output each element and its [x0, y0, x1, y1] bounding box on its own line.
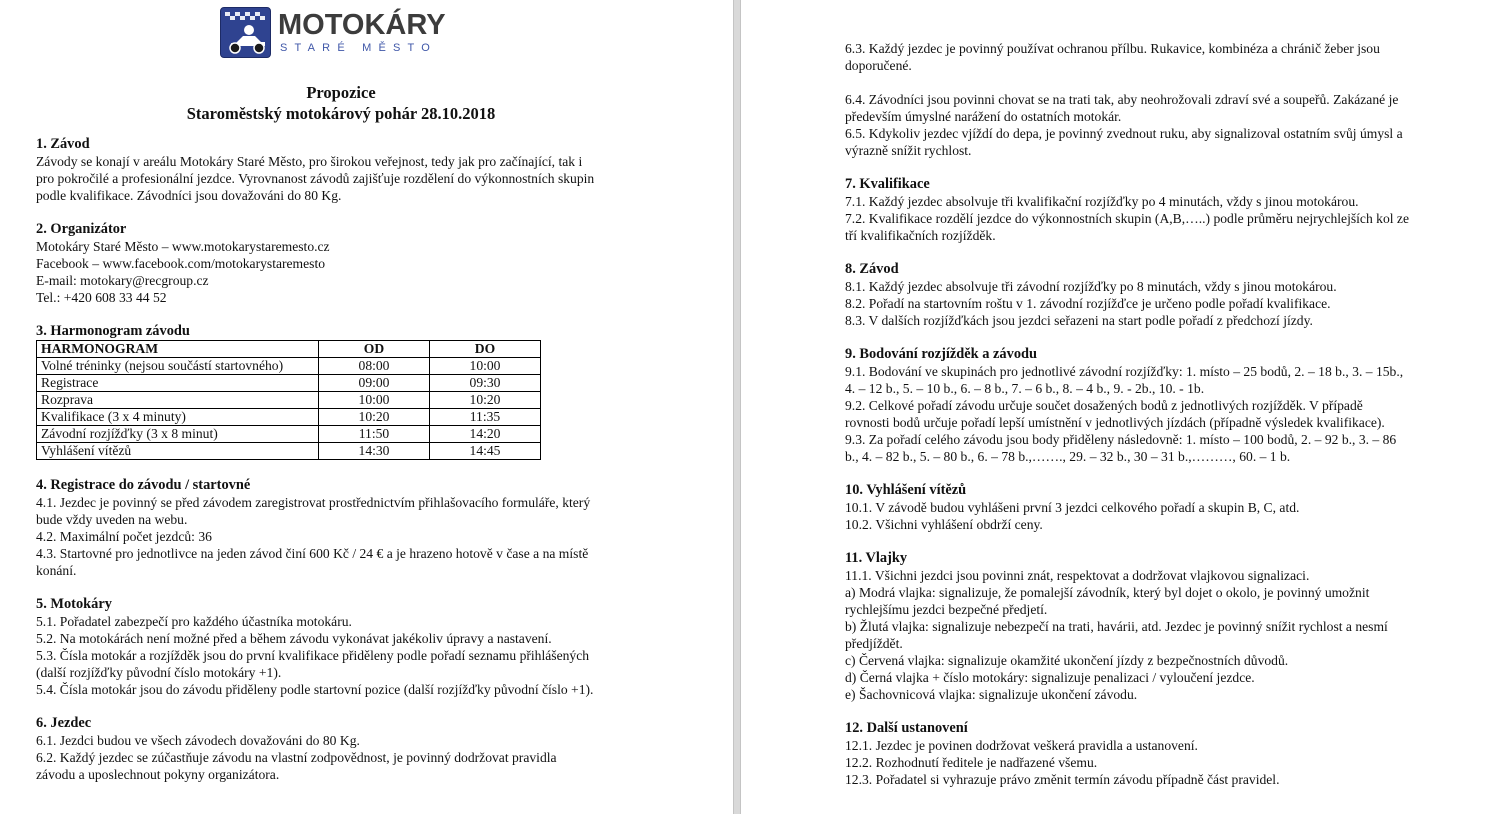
- paragraph-line: tří kvalifikačních rozjížděk.: [845, 228, 996, 243]
- table-cell: 10:00: [319, 392, 430, 409]
- paragraph-line: 6.5. Kdykoliv jezdec vjíždí do depa, je povinný zvednout ruku, aby signalizoval ostatním svůj úmysl a: [845, 126, 1403, 141]
- organizer-phone: Tel.: +420 608 33 44 52: [36, 290, 167, 305]
- right-column: [845, 40, 1455, 788]
- left-column: [36, 82, 646, 783]
- table-cell: Kvalifikace (3 x 4 minuty): [37, 409, 319, 426]
- table-cell: Volné tréninky (nejsou součástí startovného): [37, 358, 319, 375]
- paragraph-line: 7.1. Každý jezdec absolvuje tři kvalifikační rozjížďky po 4 minutách, vždy s jinou motokárou.: [845, 194, 1359, 209]
- paragraph-line: výrazně snížit rychlost.: [845, 143, 972, 158]
- section-heading-4: 4. Registrace do závodu / startovné: [36, 477, 251, 493]
- section-heading-2: 2. Organizátor: [36, 221, 127, 237]
- paragraph-line: 4.3. Startovné pro jednotlivce na jeden závod činí 600 Kč / 24 € a je hrazeno hotově v čase a na místě: [36, 546, 589, 561]
- paragraph-line: d) Černá vlajka + číslo motokáry: signalizuje penalizaci / vyloučení jezdce.: [845, 670, 1255, 685]
- paragraph-line: 5.2. Na motokárách není možné před a během závodu vykonávat jakékoliv úpravy a nastavení.: [36, 631, 552, 646]
- table-cell: 10:20: [319, 409, 430, 426]
- paragraph-line: e) Šachovnicová vlajka: signalizuje ukončení závodu.: [845, 687, 1138, 702]
- paragraph-line: 8.3. V dalších rozjížďkách jsou jezdci seřazeni na start podle pořadí z předchozí jízdy.: [845, 313, 1313, 328]
- table-row: [37, 375, 541, 392]
- section-heading-5: 5. Motokáry: [36, 596, 112, 612]
- organizer-facebook-link[interactable]: Facebook – www.facebook.com/motokarystaremesto: [36, 256, 326, 271]
- paragraph-line: Závody se konají v areálu Motokáry Staré Město, pro širokou veřejnost, tedy jak pro začínající, tak i: [36, 154, 583, 169]
- table-cell: Závodní rozjížďky (3 x 8 minut): [37, 426, 319, 443]
- document-page-left: [0, 0, 733, 814]
- paragraph-line: 5.3. Čísla motokár a rozjížděk jsou do první kvalifikace přiděleny podle pořadí seznamu přihlášených: [36, 648, 590, 663]
- section-heading-10: 10. Vyhlášení vítězů: [845, 482, 967, 498]
- table-header-row: [37, 341, 541, 358]
- table-cell: 09:30: [430, 375, 541, 392]
- table-cell: 11:35: [430, 409, 541, 426]
- paragraph-line: 9.2. Celkové pořadí závodu určuje součet dosažených bodů z jednotlivých rozjížděk. V případě: [845, 398, 1363, 413]
- paragraph-line: b., 4. – 82 b., 5. – 80 b., 6. – 78 b.,……., 29. – 32 b., 30 – 31 b.,………, 60. – 1 b.: [845, 449, 1291, 464]
- table-row: [37, 409, 541, 426]
- paragraph-line: c) Červená vlajka: signalizuje okamžité ukončení jízdy z bezpečnostních důvodů.: [845, 653, 1289, 668]
- organizer-email[interactable]: E-mail: motokary@recgroup.cz: [36, 273, 209, 288]
- paragraph-line: pro pokročilé a profesionální jezdce. Vyrovnanost závodů zajišťuje rozdělení do výkonnostních skupin: [36, 171, 595, 186]
- paragraph-line: 8.2. Pořadí na startovním roštu v 1. závodní rozjížďce je určeno podle pořadí kvalifikace.: [845, 296, 1331, 311]
- document-page-right: [741, 0, 1494, 814]
- table-cell: Rozprava: [37, 392, 319, 409]
- paragraph-line: 10.2. Všichni vyhlášení obdrží ceny.: [845, 517, 1043, 532]
- section-heading-11: 11. Vlajky: [845, 550, 908, 566]
- table-cell: 14:30: [319, 443, 430, 460]
- paragraph-line: 11.1. Všichni jezdci jsou povinni znát, respektovat a dodržovat vlajkovou signalizaci.: [845, 568, 1310, 583]
- table-cell: 14:20: [430, 426, 541, 443]
- section-heading-7: 7. Kvalifikace: [845, 176, 930, 192]
- table-row: [37, 443, 541, 460]
- paragraph-line: především úmyslné narážení do ostatních motokár.: [845, 109, 1122, 124]
- paragraph-line: 9.1. Bodování ve skupinách pro jednotlivé závodní rozjížďky: 1. místo – 25 bodů, 2. – 18 b., 3. – 15b.,: [845, 364, 1404, 379]
- page-gutter: [733, 0, 741, 814]
- paragraph-line: 6.2. Každý jezdec se zúčastňuje závodu na vlastní zodpovědnost, je povinný dodržovat pravidla: [36, 750, 557, 765]
- table-cell: 11:50: [319, 426, 430, 443]
- paragraph-line: závodu a uposlechnout pokyny organizátora.: [36, 767, 280, 782]
- table-cell: 08:00: [319, 358, 430, 375]
- section-heading-12: 12. Další ustanovení: [845, 720, 968, 736]
- paragraph-line: rychlejšímu jezdci bezpečné předjetí.: [845, 602, 1048, 617]
- paragraph-line: předjíždět.: [845, 636, 903, 651]
- table-cell: 10:20: [430, 392, 541, 409]
- paragraph-line: 9.3. Za pořadí celého závodu jsou body přiděleny následovně: 1. místo – 100 bodů, 2. – 92 b., 3. – 86: [845, 432, 1397, 447]
- title-line-1: Propozice: [306, 83, 376, 102]
- paragraph-line: 12.1. Jezdec je povinen dodržovat veškerá pravidla a ustanovení.: [845, 738, 1198, 753]
- paragraph-line: 4.1. Jezdec je povinný se před závodem zaregistrovat prostřednictvím přihlašovacího formuláře, který: [36, 495, 591, 510]
- paragraph-line: (další rozjížďky původní číslo motokáry +1).: [36, 665, 282, 680]
- section-heading-6: 6. Jezdec: [36, 715, 92, 731]
- logo-wordmark: MOTOKÁRY: [278, 9, 446, 41]
- document-title: [36, 82, 646, 124]
- section-heading-1: 1. Závod: [36, 136, 90, 152]
- paragraph-line: 8.1. Každý jezdec absolvuje tři závodní rozjížďky po 8 minutách, vždy s jinou motokárou.: [845, 279, 1337, 294]
- paragraph-line: 6.3. Každý jezdec je povinný používat ochranou přílbu. Rukavice, kombinéza a chránič žeber jsou: [845, 41, 1380, 56]
- organizer-web-link[interactable]: Motokáry Staré Město – www.motokarystaremesto.cz: [36, 239, 330, 254]
- table-cell: Vyhlášení vítězů: [37, 443, 319, 460]
- table-header-cell: DO: [430, 341, 541, 358]
- table-row: [37, 426, 541, 443]
- section-heading-8: 8. Závod: [845, 261, 899, 277]
- paragraph-line: konání.: [36, 563, 77, 578]
- table-row: [37, 358, 541, 375]
- table-cell: 14:45: [430, 443, 541, 460]
- table-row: [37, 392, 541, 409]
- paragraph-line: bude vždy uveden na webu.: [36, 512, 188, 527]
- table-header-cell: HARMONOGRAM: [37, 341, 319, 358]
- kart-logo-icon: [220, 7, 271, 58]
- section-heading-3: 3. Harmonogram závodu: [36, 323, 190, 339]
- paragraph-line: 4.2. Maximální počet jezdců: 36: [36, 529, 212, 544]
- title-line-2: Staroměstský motokárový pohár 28.10.2018: [186, 104, 496, 123]
- paragraph-line: podle kvalifikace. Závodníci jsou dovažováni do 80 Kg.: [36, 188, 342, 203]
- paragraph-line: 10.1. V závodě budou vyhlášeni první 3 jezdci celkového pořadí a skupin B, C, atd.: [845, 500, 1300, 515]
- table-cell: 10:00: [430, 358, 541, 375]
- paragraph-line: 6.4. Závodníci jsou povinni chovat se na trati tak, aby neohrožovali zdraví své a soupeřů. Zakázané je: [845, 92, 1399, 107]
- paragraph-line: 12.3. Pořadatel si vyhrazuje právo změnit termín závodu případně část pravidel.: [845, 772, 1280, 787]
- schedule-table: [36, 340, 541, 460]
- table-header-cell: OD: [319, 341, 430, 358]
- paragraph-line: 7.2. Kvalifikace rozdělí jezdce do výkonnostních skupin (A,B,…..) podle průměru nejrychlejších kol ze: [845, 211, 1409, 226]
- paragraph-line: rovnosti bodů určuje pořadí lepší umístnění v jednotlivých jízdách (případně výsledek kvalifikace).: [845, 415, 1385, 430]
- table-cell: 09:00: [319, 375, 430, 392]
- paragraph-line: b) Žlutá vlajka: signalizuje nebezpečí na trati, havárii, atd. Jezdec je povinný snížit rychlost a nesmí: [845, 619, 1388, 634]
- paragraph-line: a) Modrá vlajka: signalizuje, že pomalejší závodník, který byl dojet o okolo, je povinný umožnit: [845, 585, 1370, 600]
- paragraph-line: 12.2. Rozhodnutí ředitele je nadřazené všemu.: [845, 755, 1098, 770]
- paragraph-line: doporučené.: [845, 58, 912, 73]
- table-cell: Registrace: [37, 375, 319, 392]
- paragraph-line: 5.1. Pořadatel zabezpečí pro každého účastníka motokáru.: [36, 614, 352, 629]
- paragraph-line: 6.1. Jezdci budou ve všech závodech dovažováni do 80 Kg.: [36, 733, 360, 748]
- section-heading-9: 9. Bodování rozjížděk a závodu: [845, 346, 1038, 362]
- paragraph-line: 4. – 12 b., 5. – 10 b., 6. – 8 b., 7. – 6 b., 8. – 4 b., 9. - 2b., 10. - 1b.: [845, 381, 1205, 396]
- paragraph-line: 5.4. Čísla motokár jsou do závodu přiděleny podle startovní pozice (další rozjížďky původní číslo +1).: [36, 682, 594, 697]
- logo: [220, 7, 460, 60]
- logo-subtitle: STARÉ MĚSTO: [280, 42, 438, 54]
